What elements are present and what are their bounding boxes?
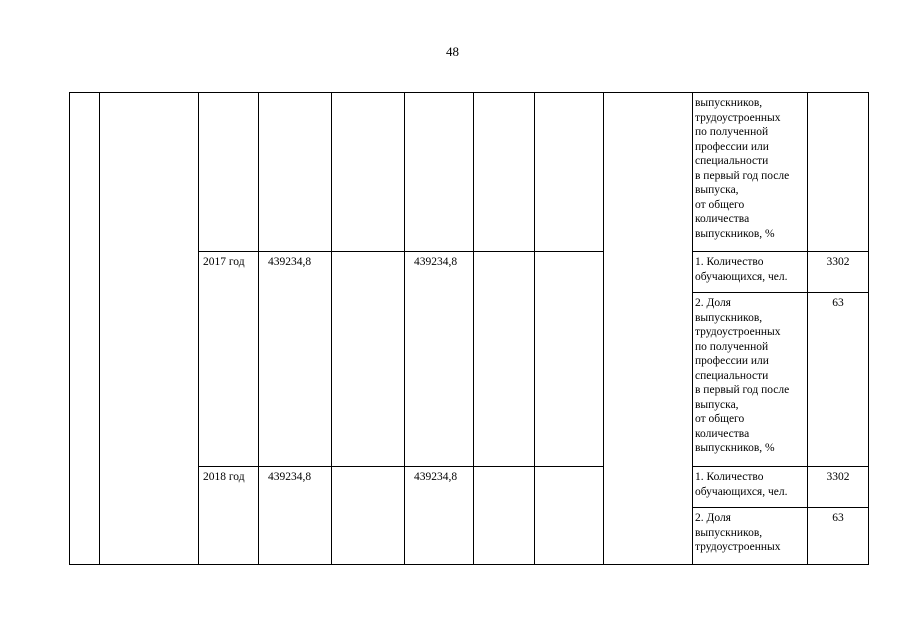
indicator-line: 1. Количество	[695, 471, 764, 483]
cell-budget: 439234,8	[405, 252, 474, 467]
cell-indicator-value: 63	[808, 508, 869, 565]
cell-local	[474, 467, 535, 565]
indicator-lines	[695, 296, 806, 456]
cell-indicator	[693, 508, 808, 565]
indicator-line: выпускников, %	[695, 442, 775, 454]
indicator-line: выпускников,	[695, 526, 763, 539]
indicator-line: 2. Доля	[695, 297, 731, 309]
indicator-line: 2. Доля	[695, 512, 731, 524]
cell-budget: 439234,8	[405, 467, 474, 565]
indicator-line: от общего	[695, 413, 745, 425]
indicator-line: количества	[695, 427, 750, 440]
indicator-line: обучающихся, чел.	[695, 270, 788, 283]
cell-year: 2018 год	[199, 467, 259, 565]
cell-federal	[332, 252, 405, 467]
indicator-lines	[695, 96, 806, 241]
indicator-lines	[695, 470, 806, 499]
indicator-lines	[695, 255, 806, 284]
cell-indicator-value: 3302	[808, 467, 869, 508]
indicator-line: количества	[695, 213, 750, 225]
indicator-line: профессии или	[695, 140, 769, 153]
indicator-line: выпуска,	[695, 184, 739, 196]
page-number: 48	[446, 44, 459, 59]
program-table	[69, 92, 869, 565]
cell-executor	[604, 93, 693, 565]
indicator-line: специальности	[695, 369, 769, 382]
indicator-line: трудоустроенных	[695, 111, 781, 124]
indicator-line: выпускников,	[695, 97, 763, 109]
cell-extra	[535, 93, 604, 252]
cell-indicator	[693, 293, 808, 467]
cell-total: 439234,8	[259, 252, 332, 467]
cell-local	[474, 93, 535, 252]
cell-local	[474, 252, 535, 467]
indicator-line: трудоустроенных	[695, 326, 781, 338]
indicator-line: выпускников, %	[695, 227, 775, 240]
cell-federal	[332, 467, 405, 565]
indicator-line: трудоустроенных	[695, 541, 781, 553]
indicator-line: в первый год после	[695, 384, 790, 396]
cell-indicator	[693, 93, 808, 252]
cell-federal	[332, 93, 405, 252]
cell-indicator-value: 3302	[808, 252, 869, 293]
cell-indicator	[693, 467, 808, 508]
indicator-line: 1. Количество	[695, 256, 764, 268]
cell-indicator-value	[808, 93, 869, 252]
cell-total	[259, 93, 332, 252]
cell-indicator	[693, 252, 808, 293]
indicator-line: по полученной	[695, 340, 769, 353]
indicator-line: по полученной	[695, 126, 769, 138]
indicator-line: в первый год после	[695, 169, 790, 182]
indicator-line: специальности	[695, 155, 769, 167]
cell-year	[199, 93, 259, 252]
indicator-line: от общего	[695, 198, 745, 211]
indicator-line: выпускников,	[695, 311, 763, 324]
cell-year: 2017 год	[199, 252, 259, 467]
indicator-line: профессии или	[695, 355, 769, 367]
cell-indicator-value: 63	[808, 293, 869, 467]
indicator-lines	[695, 511, 806, 555]
cell-measure-name	[100, 93, 199, 565]
cell-budget	[405, 93, 474, 252]
indicator-line: обучающихся, чел.	[695, 485, 788, 498]
cell-total: 439234,8	[259, 467, 332, 565]
indicator-line: выпуска,	[695, 398, 739, 411]
table-row	[70, 93, 869, 252]
cell-number	[70, 93, 100, 565]
cell-extra	[535, 252, 604, 467]
cell-extra	[535, 467, 604, 565]
